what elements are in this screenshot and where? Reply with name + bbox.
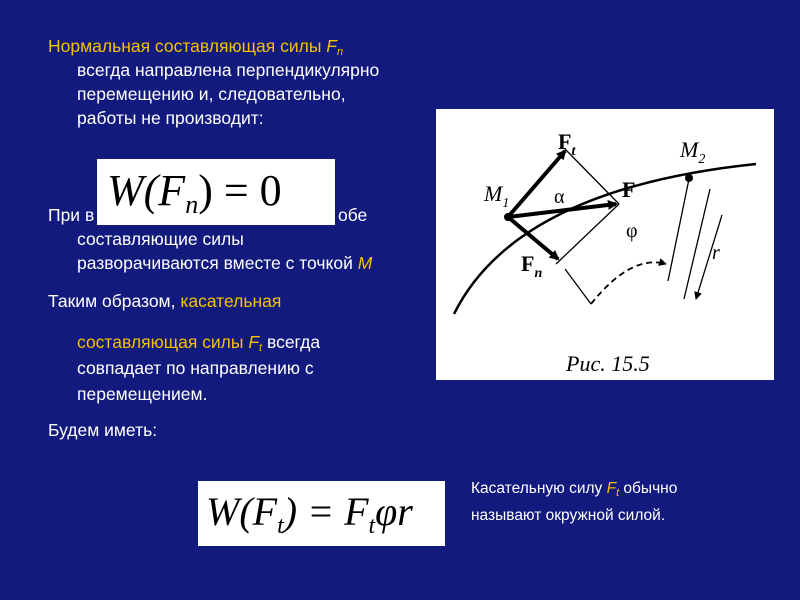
figure-caption: Рис. 15.5 bbox=[566, 351, 650, 376]
angle-arc bbox=[591, 262, 666, 304]
label-m1: $M_1$ bbox=[484, 181, 510, 211]
label-r: r bbox=[712, 242, 720, 264]
force-symbol: F bbox=[606, 480, 617, 497]
force-symbol: F bbox=[248, 332, 260, 352]
force-subscript: t bbox=[616, 487, 620, 499]
label-ft: $F_t$ bbox=[558, 129, 576, 159]
point-m1 bbox=[504, 213, 512, 221]
tangential-component-text: составляющая силы bbox=[77, 332, 249, 352]
paragraph-line: составляющие силы bbox=[77, 229, 244, 249]
paragraph-line bbox=[77, 330, 320, 354]
paragraph-line: Будем иметь: bbox=[48, 420, 158, 440]
helper-line bbox=[556, 204, 619, 264]
paragraph-line bbox=[48, 289, 281, 313]
formula-end: φr bbox=[375, 489, 413, 534]
force-symbol: F bbox=[326, 36, 337, 56]
label-fn: $F_n$ bbox=[521, 251, 543, 281]
formula-lhs: W(F bbox=[107, 166, 186, 215]
paragraph-line bbox=[77, 251, 372, 275]
note-line: называют окружной силой. bbox=[471, 507, 666, 524]
tangential-word: касательная bbox=[180, 291, 282, 311]
force-diagram-svg bbox=[436, 109, 774, 380]
formula-w: W(F bbox=[206, 489, 278, 534]
formula-text bbox=[206, 488, 413, 539]
formula-subscript: t bbox=[368, 513, 376, 539]
point-symbol: M bbox=[357, 253, 373, 273]
paragraph-text: Таким образом, bbox=[48, 291, 181, 311]
formula-tangential-work bbox=[198, 481, 445, 546]
label-alpha: α bbox=[554, 186, 565, 208]
paragraph-normal-component bbox=[48, 34, 343, 58]
paragraph-line: работы не производит: bbox=[77, 108, 264, 128]
note-line bbox=[471, 478, 677, 500]
radius-line-1 bbox=[565, 269, 591, 304]
paragraph-line: всегда направлена перпендикулярно bbox=[77, 60, 380, 80]
label-phi: φ bbox=[626, 220, 638, 242]
formula-rhs: ) = 0 bbox=[198, 166, 282, 215]
formula-mid: ) = F bbox=[283, 489, 369, 534]
formula-subscript: n bbox=[185, 190, 199, 219]
paragraph-line: перемещением. bbox=[77, 384, 208, 404]
force-subscript: t bbox=[259, 342, 263, 354]
point-m2 bbox=[685, 174, 693, 182]
label-f: F bbox=[622, 177, 636, 202]
paragraph-line: При в bbox=[48, 205, 95, 225]
note-text: обычно bbox=[619, 480, 678, 497]
normal-component-title: Нормальная составляющая силы bbox=[48, 36, 327, 56]
formula-normal-work bbox=[97, 159, 335, 225]
paragraph-line: совпадает по направлению с bbox=[77, 358, 314, 378]
radius-line-2 bbox=[668, 179, 689, 281]
label-m2: $M_2$ bbox=[680, 137, 706, 167]
formula-text bbox=[107, 166, 282, 219]
paragraph-line: обе bbox=[338, 205, 368, 225]
paragraph-text: разворачиваются вместе с точкой bbox=[77, 253, 358, 273]
radius-line-3 bbox=[684, 189, 710, 299]
paragraph-text: всегда bbox=[262, 332, 321, 352]
force-diagram bbox=[436, 109, 774, 380]
note-text: Касательную силу bbox=[471, 480, 607, 497]
paragraph-line: перемещению и, следовательно, bbox=[77, 84, 346, 104]
formula-subscript: t bbox=[277, 513, 284, 539]
force-subscript: n bbox=[336, 46, 344, 58]
